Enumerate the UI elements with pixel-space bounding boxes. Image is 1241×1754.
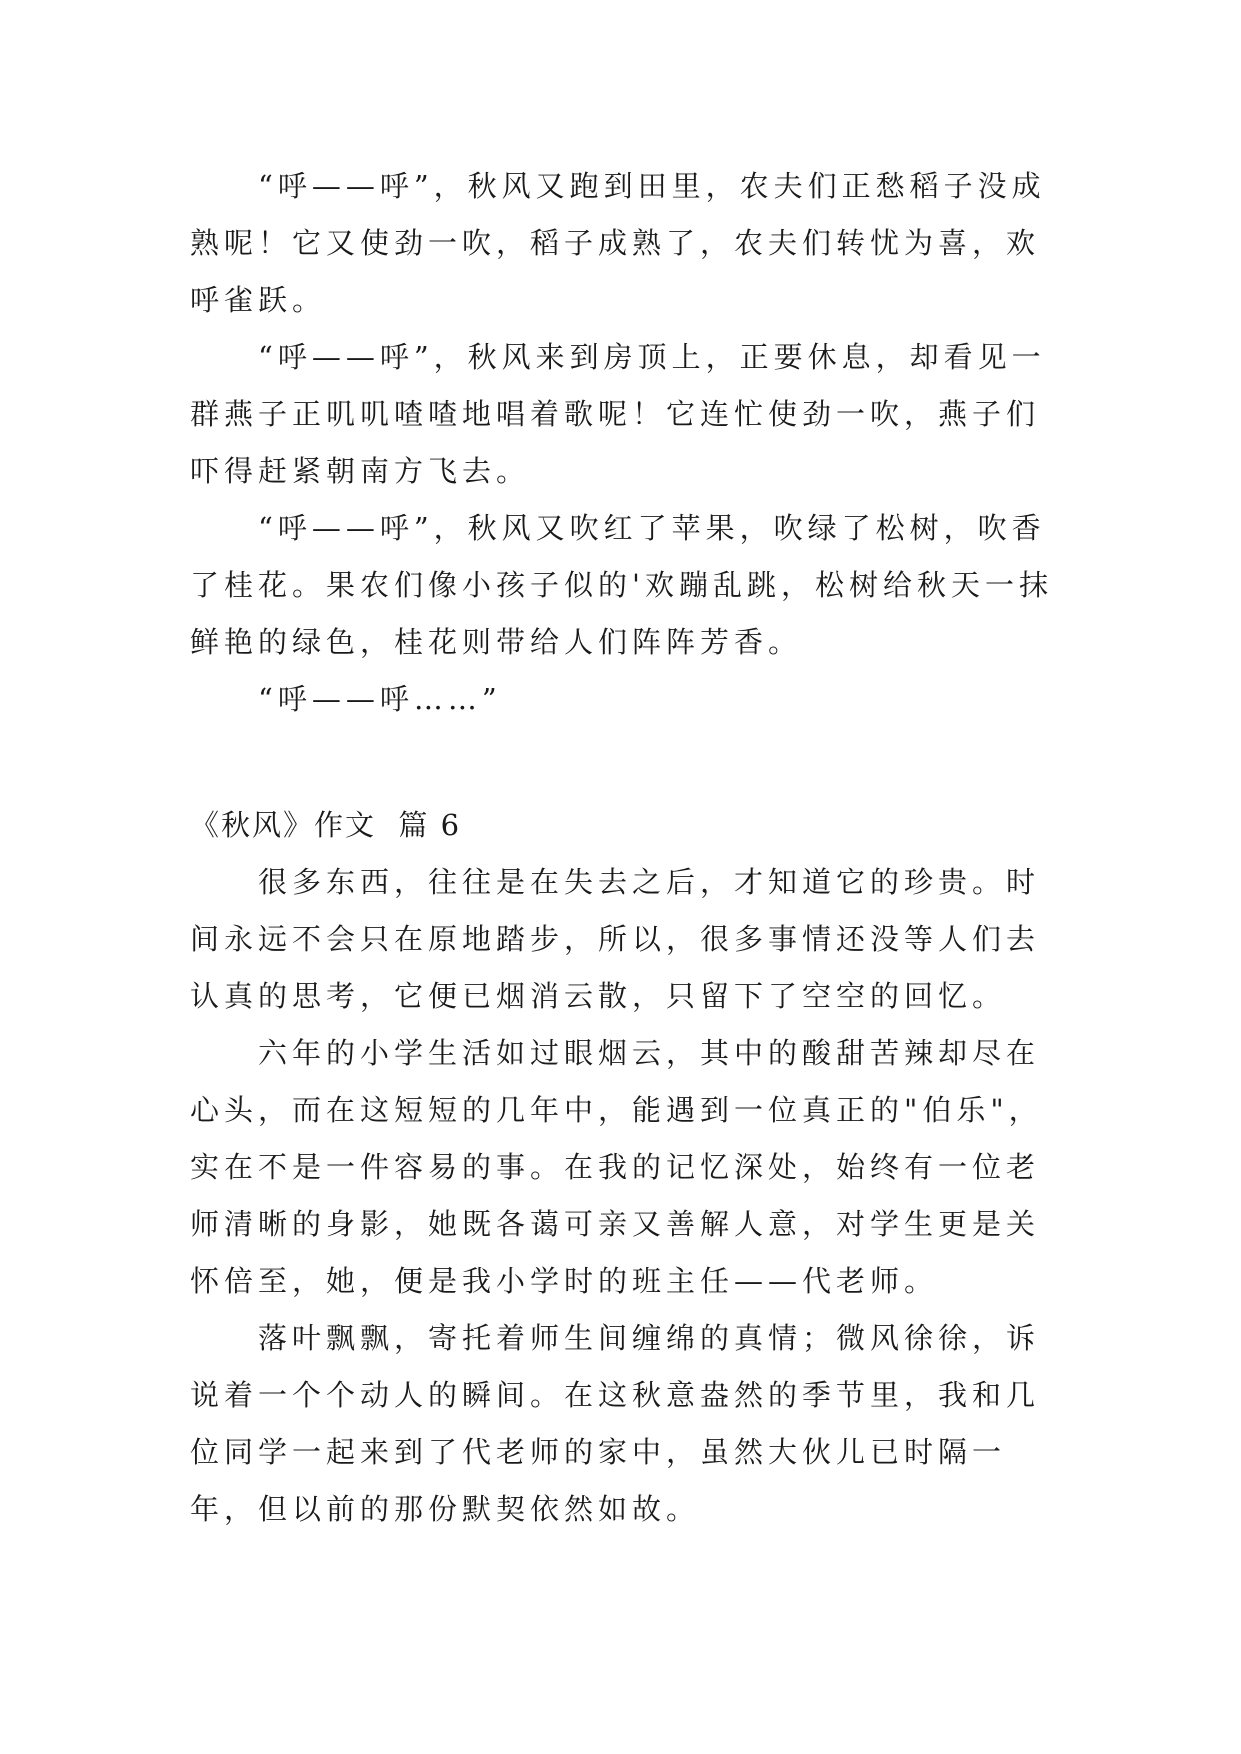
essay-section-6 (190, 797, 1060, 1538)
essay-section-previous (190, 158, 1060, 728)
paragraph-primary-school: 六年的小学生活如过眼烟云，其中的酸甜苦辣却尽在心头，而在这短短的几年中，能遇到一位真正的"伯乐"，实在不是一件容易的事。在我的记忆深处，始终有一位老师清晰的身影，她既各蔼可亲又善解人意，对学生更是关怀倍至，她，便是我小学时的班主任——代老师。 (190, 1036, 1043, 1298)
essay-heading: 《秋风》作文 篇 6 (190, 808, 462, 842)
paragraph-autumn-wind-rice: “呼——呼”，秋风又跑到田里，农夫们正愁稻子没成熟呢！它又使劲一吹，稻子成熟了，农夫们转忧为喜，欢呼雀跃。 (190, 169, 1046, 317)
paragraph-autumn-wind-apples: “呼——呼”，秋风又吹红了苹果，吹绿了松树，吹香了桂花。果农们像小孩子似的'欢蹦乱跳，松树给秋天一抹鲜艳的绿色，桂花则带给人们阵阵芳香。 (190, 511, 1053, 659)
paragraph-visit-teacher: 落叶飘飘，寄托着师生间缠绵的真情；微风徐徐，诉说着一个个动人的瞬间。在这秋意盎然的季节里，我和几位同学一起来到了代老师的家中，虽然大伙儿已时隔一年，但以前的那份默契依然如故。 (190, 1321, 1041, 1526)
paragraph-autumn-wind-ending: “呼——呼……” (258, 682, 502, 716)
paragraph-precious-things: 很多东西，往往是在失去之后，才知道它的珍贵。时间永远不会只在原地踏步，所以，很多事情还没等人们去认真的思考，它便已烟消云散，只留下了空空的回忆。 (190, 865, 1041, 1013)
paragraph-autumn-wind-swallows: “呼——呼”，秋风来到房顶上，正要休息，却看见一群燕子正叽叽喳喳地唱着歌呢！它连忙使劲一吹，燕子们吓得赶紧朝南方飞去。 (190, 340, 1046, 488)
